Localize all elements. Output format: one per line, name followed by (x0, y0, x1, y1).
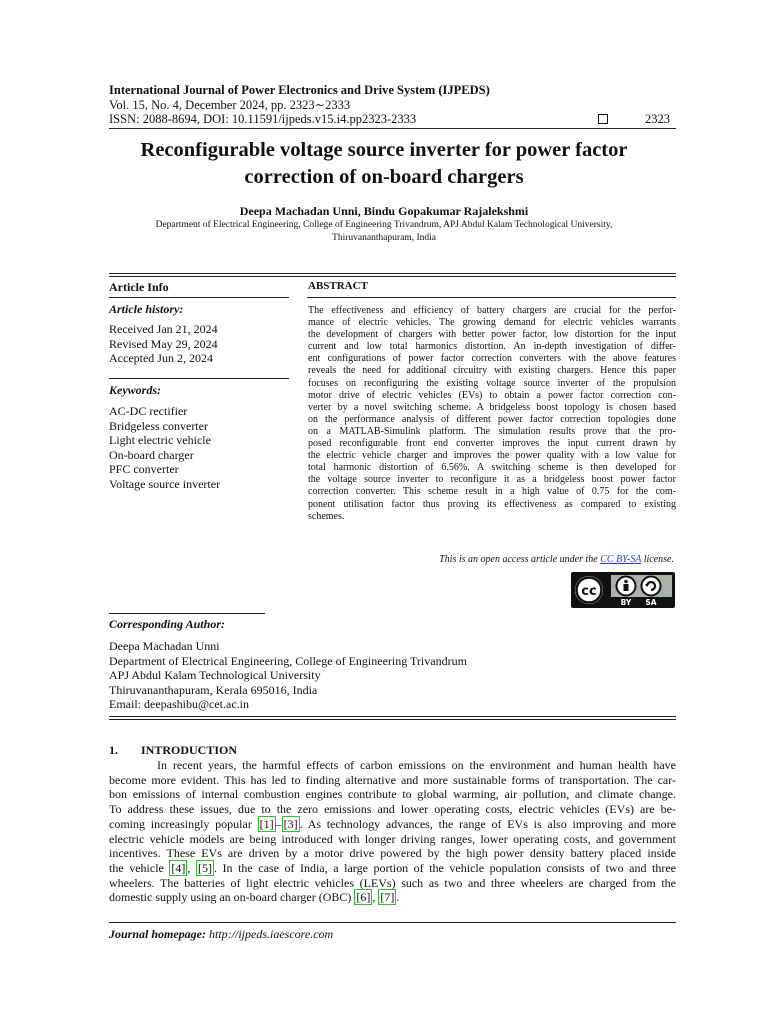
abstract-line: focuses on reconfiguring the existing voltage source inverter of the propulsion (308, 377, 676, 389)
section-number: 1. (109, 743, 118, 757)
intro-text: – (275, 816, 282, 831)
abstract-heading: ABSTRACT (308, 280, 368, 292)
article-info-rule (109, 297, 289, 298)
abstract-line: the voltage source inverter to reconfigure it as a bridgeless boost power factor (308, 474, 676, 486)
intro-text: . (396, 890, 400, 905)
homepage-label: Journal homepage: (109, 927, 207, 941)
abstract-line: on a MATLAB-Simulink platform. The simulation results prove that the pro- (308, 425, 676, 437)
citation-link[interactable]: [5] (197, 860, 212, 875)
keyword-item: AC-DC rectifier (109, 404, 188, 418)
info-bottom-rule (109, 716, 676, 720)
homepage-link[interactable]: http://ijpeds.iaescore.com (209, 927, 334, 941)
intro-text: domestic supply using an on-board charger (OBC) (109, 890, 355, 905)
abstract-line: ent configurations of power factor correction converters with the above features (308, 353, 676, 365)
abstract-line: the development of chargers with better power factor, low distortion for the input (308, 329, 676, 341)
abstract-line: posed reconfigurable front end converter improves the input current drawn by (308, 438, 676, 450)
abstract-rule (307, 297, 676, 298)
abstract-line: mance of electric vehicles. The growing demand for electric vehicles warrants (308, 317, 676, 329)
footer-rule (109, 922, 676, 923)
svg-text:cc: cc (581, 584, 597, 599)
journal-issn-line (109, 112, 670, 127)
intro-text: . In the case of India, a large portion of the vehicle population consists of two and three (213, 860, 677, 875)
abstract-body (308, 305, 676, 523)
history-revised: Revised May 29, 2024 (109, 336, 218, 351)
article-title-line-2: correction of on-board chargers (244, 166, 524, 188)
corresponding-name: Deepa Machadan Unni (109, 639, 220, 653)
corresponding-university: APJ Abdul Kalam Technological University (109, 668, 321, 683)
intro-text: coming increasingly popular (109, 816, 258, 831)
introduction-body (109, 758, 676, 905)
keyword-item: On-board charger (109, 447, 194, 462)
intro-line (109, 817, 676, 832)
intro-line (109, 861, 676, 876)
affiliation-line-1: Department of Electrical Engineering, College of Engineering Trivandrum, APJ Abdul Kalam Technological University, (155, 220, 613, 230)
article-authors: Deepa Machadan Unni, Bindu Gopakumar Rajalekshmi (239, 204, 529, 218)
journal-issn: ISSN: 2088-8694, DOI: 10.11591/ijpeds.v15.i4.pp2323-2333 (109, 112, 417, 126)
keywords-list (109, 404, 220, 492)
keyword-item: PFC converter (109, 462, 179, 477)
abstract-line: on the performance analysis of different power factor correction topologies done (308, 413, 676, 425)
citation-link[interactable]: [6] (356, 890, 371, 905)
intro-line: To address these issues, due to the zero emissions and lower operating costs, electric vehicles (EVs) are be- (109, 802, 676, 817)
open-access-prefix: This is an open access article under the (439, 554, 601, 565)
keyword-item: Light electric vehicle (109, 433, 211, 448)
article-title-line-1: Reconfigurable voltage source inverter for power factor (140, 139, 628, 161)
info-top-rule (109, 273, 676, 277)
journal-volume: Vol. 15, No. 4, December 2024, pp. 2323∼2333 (109, 98, 351, 112)
affiliation-line-2: Thiruvananthapuram, India (332, 233, 436, 243)
history-received: Received Jan 21, 2024 (109, 322, 218, 336)
abstract-line: correction converter. This scheme result in a high value of 0.75 for the com- (308, 486, 676, 498)
corresponding-email: Email: deepashibu@cet.ac.in (109, 697, 249, 712)
intro-line: become more evident. This has led to finding alternative and more sustainable forms of transportation. The car- (109, 772, 676, 787)
abstract-line: the electric vehicle charger and improves the power quality with a low value for (308, 450, 676, 462)
abstract-line: motor drive of electric vehicles (EVs) to obtain a power factor correction con- (308, 389, 676, 401)
license-link[interactable]: CC BY-SA (600, 554, 642, 565)
intro-line: wheelers. The batteries of light electric vehicles (LEVs) such as two and three wheelers are charged from the (109, 875, 676, 890)
journal-homepage (109, 927, 333, 942)
corresponding-details (109, 639, 467, 712)
keyword-item: Voltage source inverter (109, 476, 221, 491)
intro-line: electric vehicle models are being introduced with longer driving ranges, lower operating costs, and government (109, 831, 676, 846)
abstract-line: ponent utilisation factor thus proving its effectiveness as compared to existing (308, 498, 676, 510)
abstract-line: The effectiveness and efficiency of battery chargers are crucial for the perfor- (308, 305, 676, 316)
intro-text: . As technology advances, the range of EVs is also improving and more (299, 816, 676, 831)
intro-text: the vehicle (109, 860, 170, 875)
creative-commons-icon (571, 572, 675, 608)
keywords-heading: Keywords: (109, 383, 161, 397)
abstract-line: reveals the need for additional circuitry with existing chargers. Hence this paper (308, 365, 676, 377)
article-affiliation (130, 219, 638, 245)
checkbox-square-icon (598, 114, 608, 124)
intro-line: In recent years, the harmful effects of carbon emissions on the environment and human health have (157, 758, 676, 772)
corresponding-rule (109, 613, 265, 614)
intro-line: bon emissions of internal combustion engines contribute to global warming, air pollution, and climate change. (109, 787, 676, 802)
cc-by-sa-badge[interactable] (571, 572, 675, 608)
header-rule (109, 128, 676, 129)
journal-name: International Journal of Power Electronics and Drive System (IJPEDS) (109, 83, 490, 97)
history-accepted: Accepted Jun 2, 2024 (109, 351, 213, 366)
keyword-item: Bridgeless converter (109, 418, 208, 433)
corresponding-heading: Corresponding Author: (109, 617, 225, 631)
corresponding-department: Department of Electrical Engineering, College of Engineering Trivandrum (109, 653, 467, 668)
abstract-line: verter by a novel switching scheme. A bridgeless boost topology is chosen based (308, 401, 676, 413)
citation-link[interactable]: [7] (380, 890, 395, 905)
citation-link[interactable]: [3] (283, 816, 298, 831)
page-number: 2323 (645, 112, 670, 126)
article-info-heading: Article Info (109, 280, 169, 294)
corresponding-address: Thiruvananthapuram, Kerala 695016, India (109, 682, 318, 697)
open-access-suffix: license. (641, 554, 674, 565)
keywords-rule (109, 378, 289, 379)
intro-text: , (372, 890, 379, 905)
citation-link[interactable]: [1] (259, 816, 274, 831)
citation-link[interactable]: [4] (171, 860, 186, 875)
intro-text: , (187, 860, 196, 875)
open-access-note (308, 554, 674, 565)
intro-line (109, 890, 676, 905)
article-title (84, 137, 684, 191)
badge-by-label: BY (620, 598, 632, 607)
badge-sa-label: SA (645, 598, 657, 607)
article-history-list (109, 322, 218, 366)
abstract-line: schemes. (308, 510, 345, 522)
abstract-line: total harmonic distortion of 6.56%. A switching scheme is then developed for (308, 462, 676, 474)
intro-line: incentives. These EVs are driven by a motor drive powered by the high power density battery placed inside (109, 846, 676, 861)
abstract-line: current and low total harmonics distortion. An in-depth investigation of differ- (308, 341, 676, 353)
article-history-heading: Article history: (109, 302, 184, 316)
section-title: INTRODUCTION (141, 743, 238, 757)
introduction-heading (109, 743, 237, 758)
